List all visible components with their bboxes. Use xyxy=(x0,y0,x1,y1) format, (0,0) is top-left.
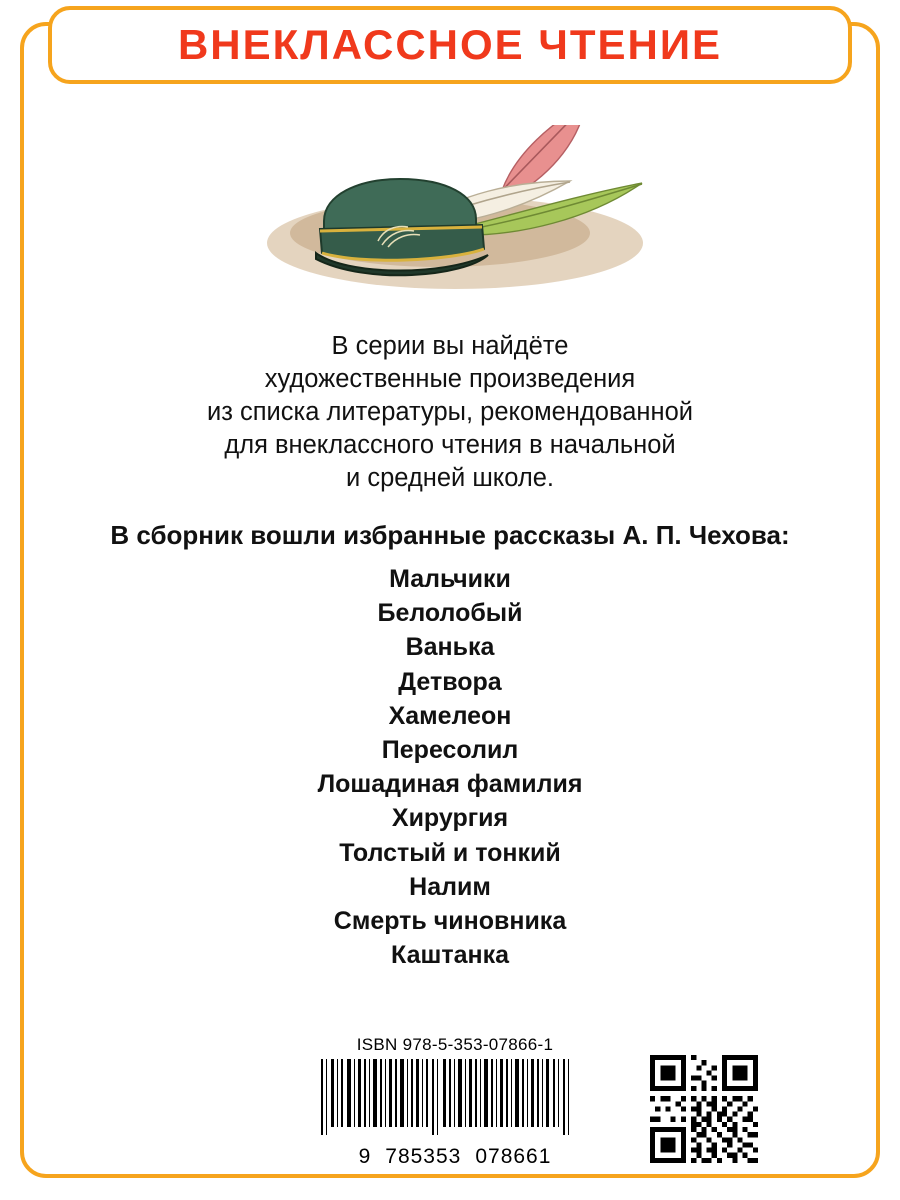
intro-line: из списка литературы, рекомендованной xyxy=(206,398,694,426)
cap-with-feathers-illustration xyxy=(250,125,670,300)
list-item: Пересолил xyxy=(381,736,519,765)
barcode-digit-group: 078661 xyxy=(475,1145,552,1168)
intro-line: и средней школе. xyxy=(345,464,555,492)
intro-line: художественные произведения xyxy=(264,365,636,393)
story-list xyxy=(0,562,900,972)
isbn-block xyxy=(310,1035,600,1169)
list-item: Каштанка xyxy=(391,941,509,970)
list-item: Ванька xyxy=(405,633,495,662)
list-item: Белолобый xyxy=(377,599,523,628)
isbn-text: ISBN 978-5-353-07866-1 xyxy=(356,1035,554,1054)
series-title: ВНЕКЛАССНОЕ ЧТЕНИЕ xyxy=(177,21,723,68)
intro-line: В серии вы найдёте xyxy=(331,332,569,360)
barcode-digit-group: 9 xyxy=(358,1145,372,1168)
barcode-digit-group: 785353 xyxy=(385,1145,462,1168)
list-item: Лошадиная фамилия xyxy=(317,770,583,799)
list-item: Толстый и тонкий xyxy=(339,838,561,867)
list-item: Смерть чиновника xyxy=(333,907,567,936)
series-description xyxy=(60,330,840,495)
list-item: Хирургия xyxy=(391,804,509,833)
collection-heading: В сборник вошли избранные рассказы А. П. Чехова: xyxy=(110,520,790,550)
list-item: Мальчики xyxy=(389,565,511,593)
barcode xyxy=(310,1059,600,1143)
list-item: Налим xyxy=(409,872,491,901)
series-banner xyxy=(48,6,852,84)
barcode-digits xyxy=(310,1145,600,1169)
intro-line: для внеклассного чтения в начальной xyxy=(224,431,676,459)
list-item: Детвора xyxy=(398,667,502,696)
list-item: Хамелеон xyxy=(388,701,512,730)
qr-code xyxy=(650,1055,758,1163)
